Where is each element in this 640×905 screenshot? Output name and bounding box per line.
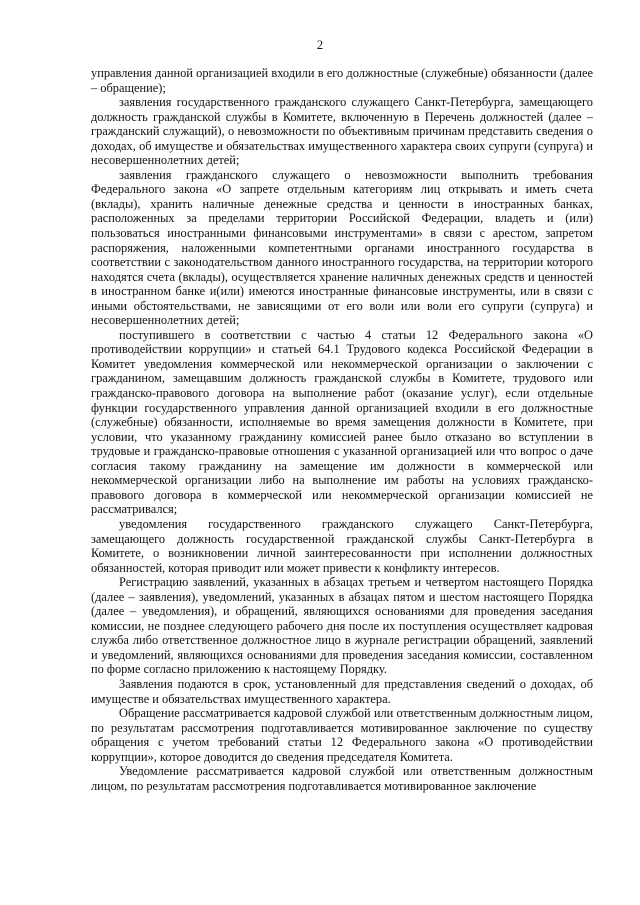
paragraph-spouse-income-statement: заявления государственного гражданского служащего Санкт-Петербурга, замещающего должность гражданской службы в Комитете, включенную в Перечень должностей (далее – гражданский служащий), о невозможности по объективным причинам представить сведения о доходах, об имуществе и обязательствах имущественного характера своих супруги (супруга) и несовершеннолетних детей;	[91, 95, 593, 168]
document-body	[91, 66, 593, 793]
paragraph-notice-review: Уведомление рассматривается кадровой службой или ответственным должностным лицом, по результатам рассмотрения подготавливается мотивированное заключение	[91, 764, 593, 793]
paragraph-continuation: управления данной организацией входили в его должностные (служебные) обязанности (далее – обращение);	[91, 66, 593, 95]
paragraph-statement-deadline: Заявления подаются в срок, установленный для представления сведений о доходах, об имуществе и обязательствах имущественного характера.	[91, 676, 593, 706]
page-number: 2	[316, 38, 324, 52]
paragraph-foreign-accounts-statement: заявления гражданского служащего о невозможности выполнить требования Федерального закона «О запрете отдельным категориям лиц открывать и иметь счета (вклады), хранить наличные денежные средства и ценности в иностранных банках, расположенных за пределами территории Российской Федерации, владеть и (или) пользоваться иностранными финансовыми инструментами» в связи с арестом, запретом распоряжения, наложенными компетентными органами иностранного государства в соответствии с законодательством данного иностранного государства, на территории которого находятся счета (вклады), осуществляется хранение наличных денежных средств и ценностей в иностранном банке и(или) имеются иностранные финансовые инструменты, или в связи с иными обстоятельствами, не зависящими от его воли или воли его супруги (супруга) и несовершеннолетних детей;	[91, 167, 593, 328]
paragraph-conflict-of-interest-notice: уведомления государственного гражданского служащего Санкт-Петербурга, замещающего должность государственной гражданской службы Санкт-Петербурга в Комитете, о возникновении личной заинтересованности при исполнении должностных обязанностей, которая приводит или может привести к конфликту интересов.	[91, 516, 593, 575]
paragraph-employment-notice: поступившего в соответствии с частью 4 статьи 12 Федерального закона «О противодействии коррупции» и статьей 64.1 Трудового кодекса Российской Федерации в Комитет уведомления коммерческой или некоммерческой организации о заключении с гражданином, замещавшим должность гражданской службы в Комитете, трудового или гражданско-правового договора на выполнение работ (оказание услуг), если отдельные функции государственного управления данной организацией входили в его должностные (служебные) обязанности, исполняемые во время замещения должности в Комитете, при условии, что указанному гражданину комиссией ранее было отказано во вступлении в трудовые и гражданско-правовые отношения с указанной организацией или что вопрос о даче согласия такому гражданину на замещение им должности в коммерческой или некоммерческой организации либо на выполнение им работы на условиях гражданско-правового договора в коммерческой или некоммерческой организации комиссией не рассматривался;	[91, 327, 593, 517]
paragraph-appeal-review: Обращение рассматривается кадровой службой или ответственным должностным лицом, по результатам рассмотрения подготавливается мотивированное заключение по существу обращения с учетом требований статьи 12 Федерального закона «О противодействии коррупции», которое доводится до сведения председателя Комитета.	[91, 706, 593, 764]
paragraph-registration: Регистрацию заявлений, указанных в абзацах третьем и четвертом настоящего Порядка (далее – заявления), уведомлений, указанных в абзацах пятом и шестом настоящего Порядка (далее – уведомления), и обращений, являющихся основаниями для проведения заседания комиссии, не позднее следующего рабочего дня после их поступления осуществляет кадровая служба либо ответственное должностное лицо в журнале регистрации обращений, заявлений и уведомлений, являющихся основаниями для проведения заседания комиссии, составленном по форме согласно приложению к настоящему Порядку.	[91, 575, 593, 677]
